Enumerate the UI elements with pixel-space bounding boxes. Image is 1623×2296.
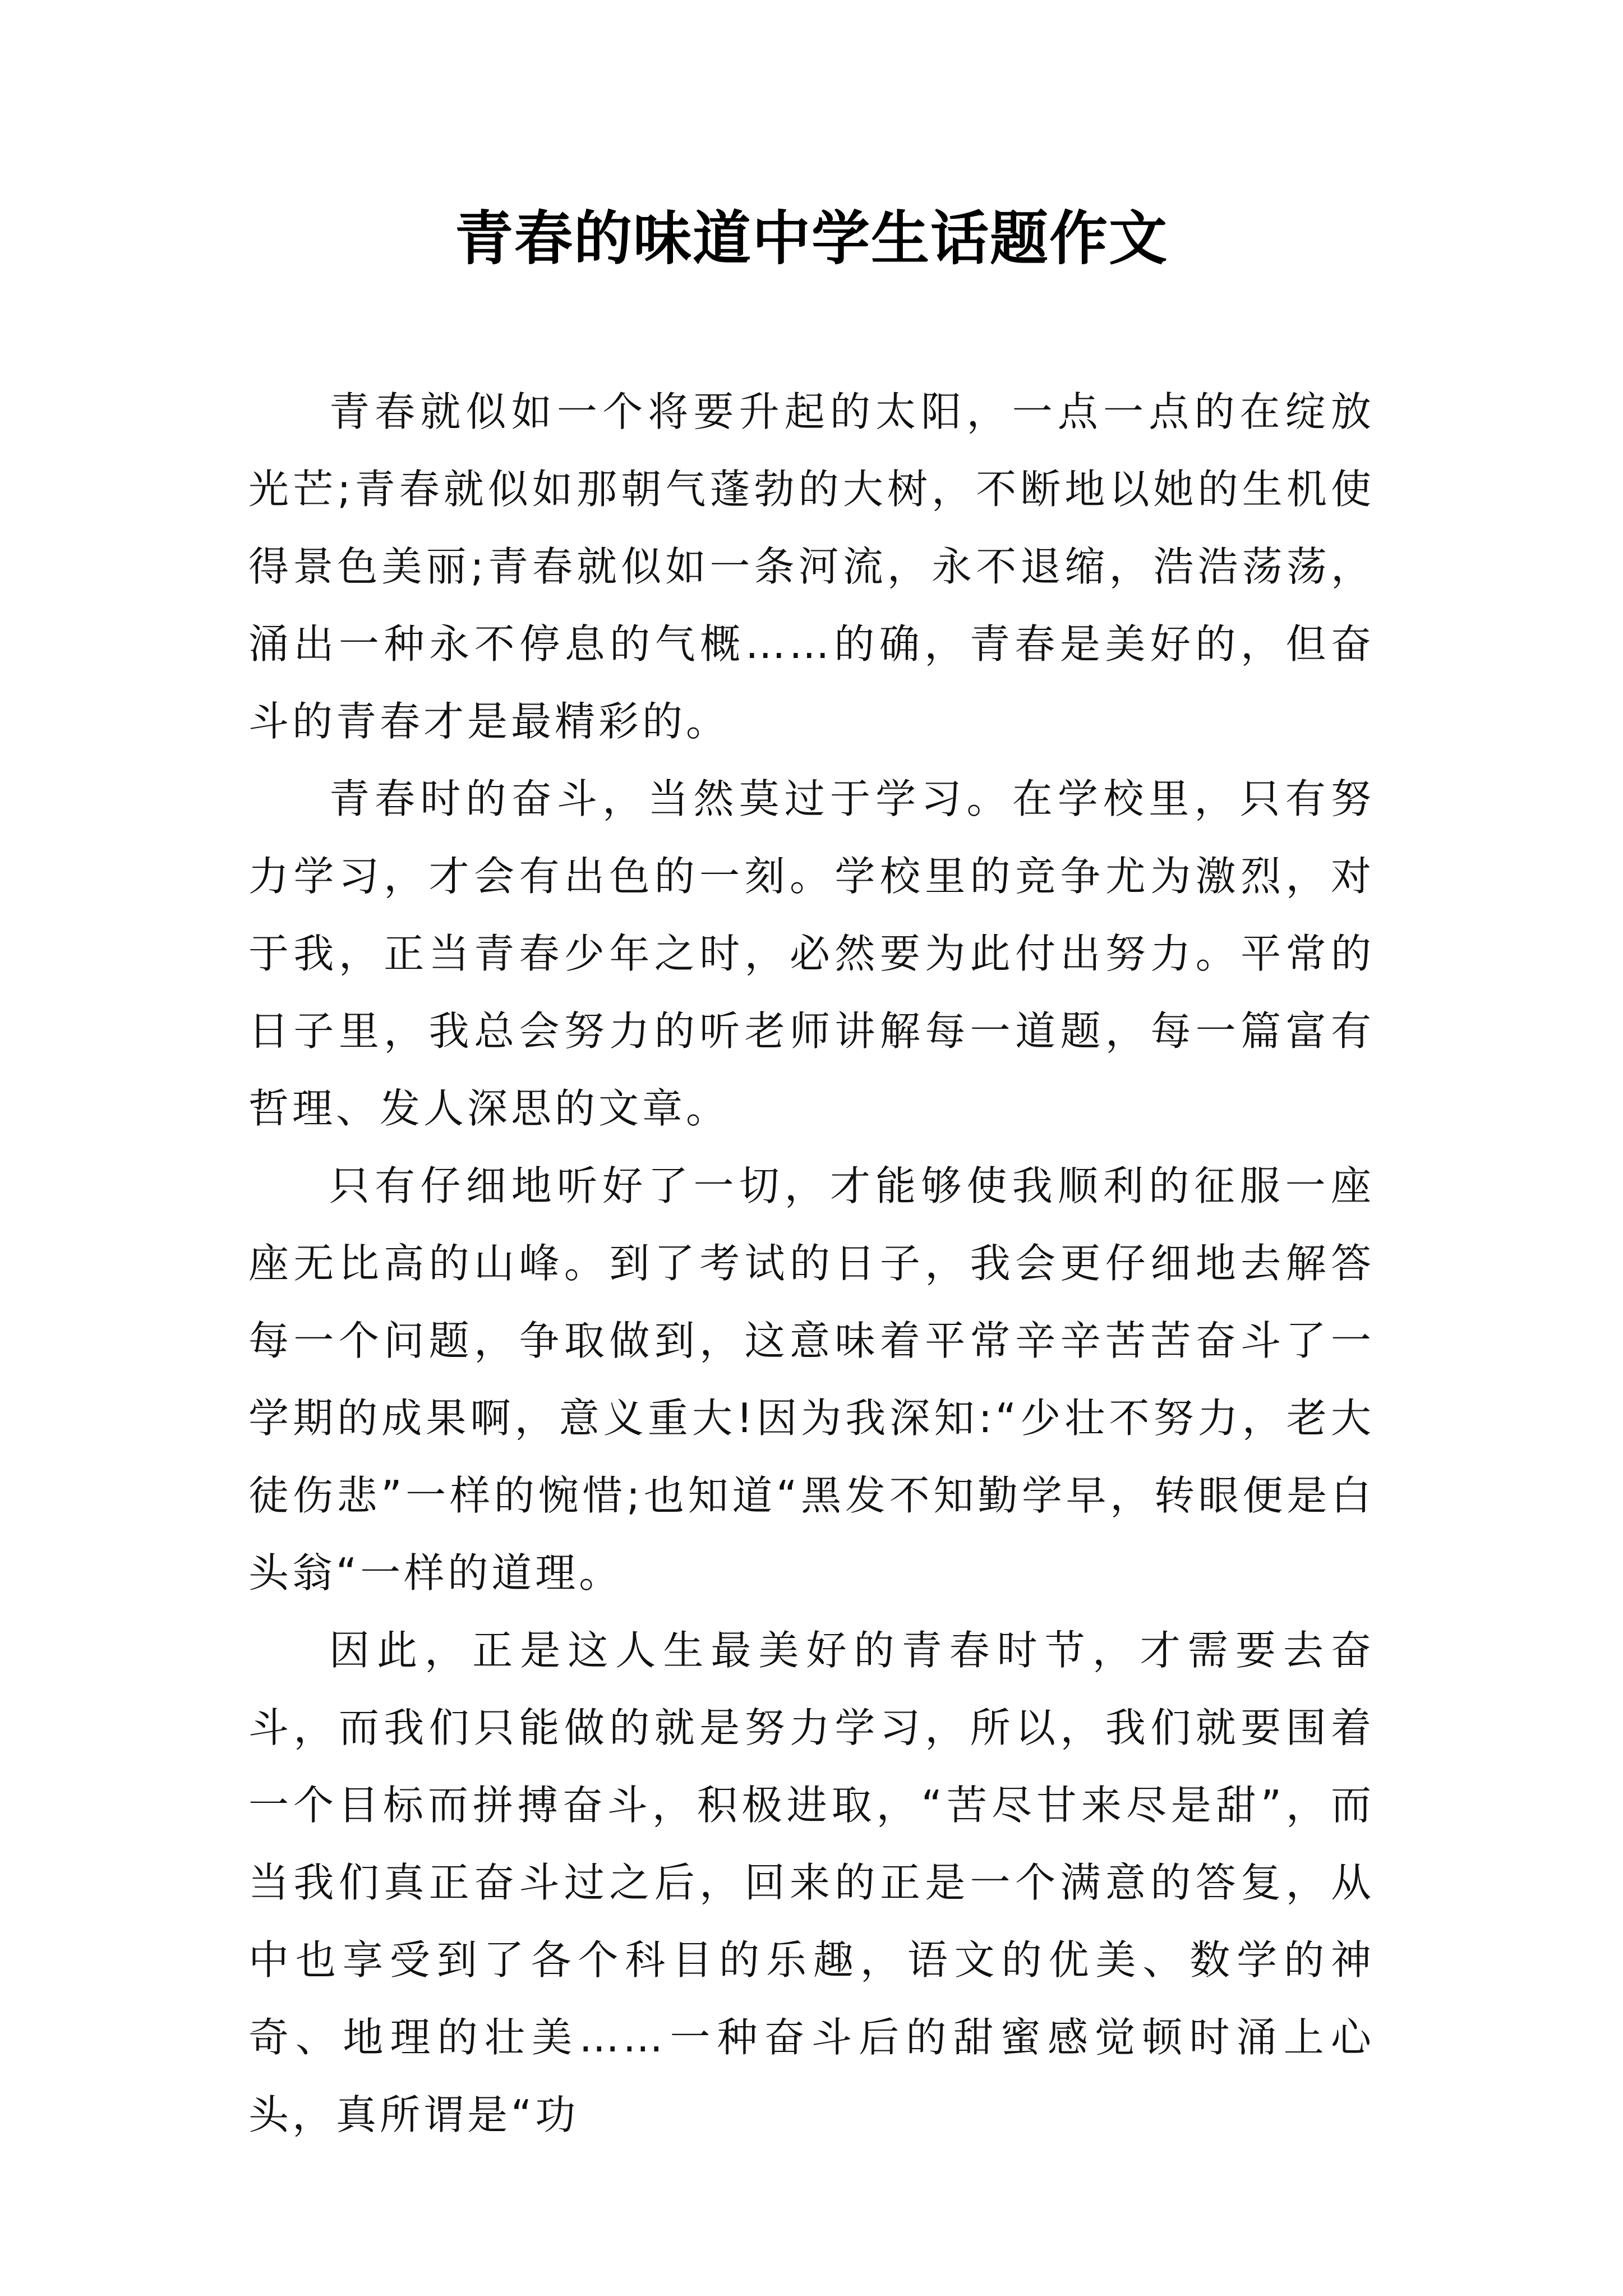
paragraph-2: 青春时的奋斗，当然莫过于学习。在学校里，只有努力学习，才会有出色的一刻。学校里的竞争尤为激烈，对于我，正当青春少年之时，必然要为此付出努力。平常的日子里，我总会努力的听老师讲解每一道题，每一篇富有哲理、发人深思的文章。 — [248, 775, 1375, 1132]
paragraph-1: 青春就似如一个将要升起的太阳，一点一点的在绽放光芒;青春就似如那朝气蓬勃的大树，不断地以她的生机使得景色美丽;青春就似如一条河流，永不退缩，浩浩荡荡，涌出一种永不停息的气概……的确，青春是美好的，但奋斗的青春才是最精彩的。 — [248, 388, 1375, 745]
document-body — [248, 373, 1375, 2154]
paragraph-3: 只有仔细地听好了一切，才能够使我顺利的征服一座座无比高的山峰。到了考试的日子，我会更仔细地去解答每一个问题，争取做到，这意味着平常辛辛苦苦奋斗了一学期的成果啊，意义重大!因为我深知:“少壮不努力，老大徒伤悲”一样的惋惜;也知道“黑发不知勤学早，转眼便是白头翁“一样的道理。 — [248, 1162, 1375, 1596]
document-title: 青春的味道中学生话题作文 — [454, 204, 1168, 273]
paragraph-4: 因此，正是这人生最美好的青春时节，才需要去奋斗，而我们只能做的就是努力学习，所以，我们就要围着一个目标而拼搏奋斗，积极进取，“苦尽甘来尽是甜”，而当我们真正奋斗过之后，回来的正是一个满意的答复，从中也享受到了各个科目的乐趣，语文的优美、数学的神奇、地理的壮美……一种奋斗后的甜蜜感觉顿时涌上心头，真所谓是“功 — [248, 1627, 1375, 2138]
